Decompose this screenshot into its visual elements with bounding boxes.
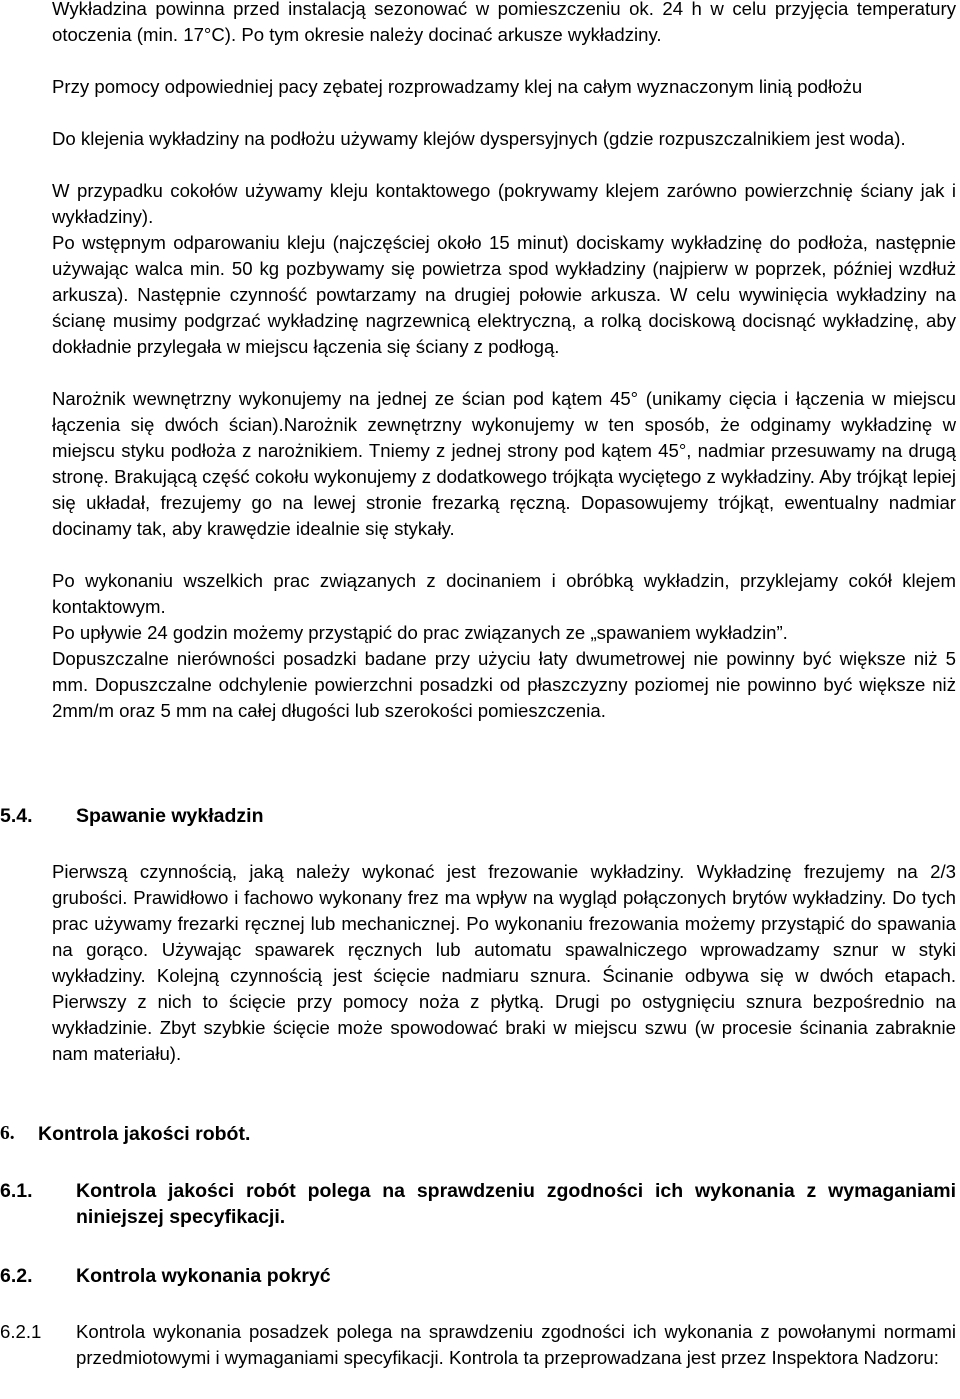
section-title: Kontrola wykonania pokryć [76,1265,331,1287]
paragraph-trowel: Przy pomocy odpowiedniej pacy zębatej rozprowadzamy klej na całym wyznaczonym linią podłożu [52,76,863,97]
section-number: 5.4. [0,805,33,827]
paragraph-corners: Narożnik wewnętrzny wykonujemy na jednej ze ścian pod kątem 45° (unikamy cięcia i łączenia w miejscu łączenia się dwóch ścian).Narożnik zewnętrzny wykonujemy w ten sposób, że odginamy wykładzinę w miejscu styku podłoża z narożnikiem. Tniemy z jednej strony pod kątem 45°, nadmiar przesuwamy na drugą stronę. Brakującą część cokołu wykonujemy z dodatkowego trójkąta wyciętego z wykładziny. Aby trójkąt lepiej się układał, frezujemy go na lewej stronie frezarką ręczną. Dopasowujemy trójkąt, ewentualny nadmiar docinamy tak, aby krawędzie idealnie się stykały. [52,388,956,539]
section-number: 6. [0,1123,15,1144]
paragraph-tolerances: Dopuszczalne nierówności posadzki badane przy użyciu łaty dwumetrowej nie powinny być większe niż 5 mm. Dopuszczalne odchylenie powierzchni posadzki od płaszczyzny poziomej nie powinno być większe niż 2mm/m oraz 5 mm na całej długości lub szerokości pomieszczenia. [52,648,956,721]
section-6-2-1 [0,1319,960,1397]
paragraph-welding: Pierwszą czynnością, jaką należy wykonać jest frezowanie wykładziny. Wykładzinę frezujemy na 2/3 grubości. Prawidłowo i fachowo wykonany frez ma wpływ na wygląd połączonych brytów wykładziny. Do tych prac używamy frezarki ręcznej lub mechanicznej. Po wykonaniu frezowania możemy przystąpić do spawania na gorąco. Używając spawarek ręcznych lub automatu spawalniczego wprowadzamy sznur w styki wykładziny. Kolejną czynnością jest ścięcie nadmiaru sznura. Ścinanie odbywa się w dwóch etapach. Pierwszy z nich to ścięcie przy pomocy noża z płytką. Drugi po ostygnięciu sznura bezpośrednio na wykładzinie. Zbyt szybkie ścięcie może spowodować braki w miejscu szwu (w procesie ścinania zabraknie nam materiału). [52,861,956,1064]
section-number: 6.2. [0,1265,33,1287]
section-number: 6.1. [0,1180,33,1202]
paragraph-skirting: Po wykonaniu wszelkich prac związanych z docinaniem i obróbką wykładzin, przyklejamy cokół klejem kontaktowym. [52,570,956,617]
section-title: Kontrola jakości robót polega na sprawdzeniu zgodności ich wykonania z wymaganiami niniejszej specyfikacji. [76,1180,956,1228]
paragraph-dispersion-glue: Do klejenia wykładziny na podłożu używamy klejów dyspersyjnych (gdzie rozpuszczalnikiem jest woda). [52,128,906,149]
section-number: 6.2.1 [0,1321,42,1342]
section-title: Spawanie wykładzin [76,805,264,827]
paragraph-skirting-glue: W przypadku cokołów używamy kleju kontaktowego (pokrywamy klejem zarówno powierzchnię ściany jak i wykładziny). [52,180,956,227]
paragraph-welding-start: Po upływie 24 godzin możemy przystąpić do prac związanych ze „spawaniem wykładzin”. [52,622,788,643]
section-6-1-heading [0,1178,960,1230]
paragraph-seasoning: Wykładzina powinna przed instalacją sezonować w pomieszczeniu ok. 24 h w celu przyjęcia temperatury otoczenia (min. 17°C). Po tym okresie należy docinać arkusze wykładziny. [52,0,956,45]
section-title: Kontrola jakości robót. [38,1123,251,1145]
section-text: Kontrola wykonania posadzek polega na sprawdzeniu zgodności ich wykonania z powołanymi normami przedmiotowymi i wymaganiami specyfikacji. Kontrola ta przeprowadzana jest przez Inspektora Nadzoru: [76,1321,956,1368]
paragraph-pressing: Po wstępnym odparowaniu kleju (najczęściej około 15 minut) dociskamy wykładzinę do podłoża, następnie używając walca min. 50 kg pozbywamy się powietrza spod wykładziny (najpierw w poprzek, później wzdłuż arkusza). Następnie czynność powtarzamy na drugiej połowie arkusza. W celu wywinięcia wykładziny na ścianę musimy podgrzać wykładzinę nagrzewnicą elektryczną, a rolką dociskową docisnąć wykładzinę, aby dokładnie przylegała w miejscu łączenia się ściany z podłogą. [52,232,956,357]
